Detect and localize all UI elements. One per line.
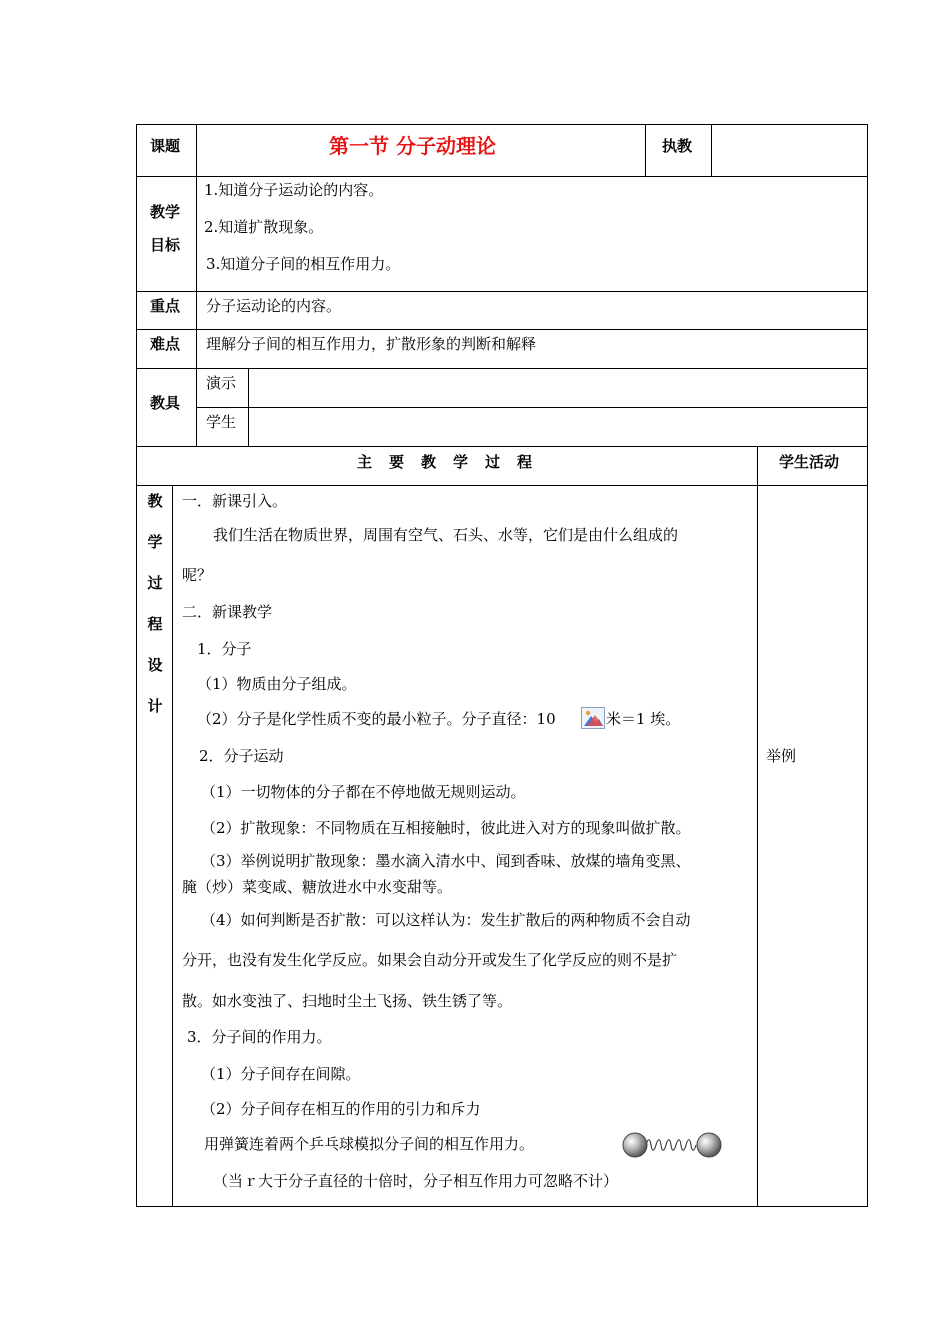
column-divider — [172, 485, 173, 1207]
tools-student-label: 学生 — [206, 413, 237, 431]
section-heading: 一．新课引入。 — [182, 492, 288, 510]
body-line: 我们生活在物质世界，周围有空气、石头、水等，它们是由什么组成的 — [213, 526, 679, 544]
body-line: 腌（炒）菜变咸、糖放进水中水变甜等。 — [182, 878, 453, 896]
column-divider — [248, 368, 249, 446]
side-char: 程 — [147, 615, 163, 633]
goal-item: 3.知道分子间的相互作用力。 — [206, 255, 401, 273]
spring-balls-icon — [620, 1130, 724, 1160]
body-line: （4）如何判断是否扩散：可以这样认为：发生扩散后的两种物质不会自动 — [201, 911, 691, 929]
subsection-heading: 3．分子间的作用力。 — [187, 1028, 332, 1046]
tools-label: 教具 — [150, 394, 181, 412]
process-header: 主要教学过程 — [357, 453, 550, 471]
row-divider — [196, 407, 868, 408]
body-line: （2）分子是化学性质不变的最小粒子。分子直径：10 — [197, 710, 556, 728]
column-divider — [645, 124, 646, 176]
subsection-heading: 1．分子 — [197, 640, 252, 658]
side-char: 设 — [147, 656, 163, 674]
body-line: 分开，也没有发生化学反应。如果会自动分开或发生了化学反应的则不是扩 — [182, 951, 678, 969]
column-divider — [711, 124, 712, 176]
side-char: 计 — [147, 697, 163, 715]
row-divider — [136, 485, 868, 486]
side-char: 学 — [147, 533, 163, 551]
row-divider — [136, 176, 868, 177]
body-note: （当ｒ大于分子直径的十倍时，分子相互作用力可忽略不计） — [213, 1172, 619, 1190]
body-line: （2）扩散现象：不同物质在互相接触时，彼此进入对方的现象叫做扩散。 — [201, 819, 691, 837]
activity-header: 学生活动 — [779, 453, 840, 471]
column-divider — [757, 446, 758, 1207]
body-line: （2）分子间存在相互的作用的引力和斥力 — [201, 1100, 481, 1118]
subsection-heading: 2．分子运动 — [199, 747, 284, 765]
page-title: 第一节 分子动理论 — [329, 134, 496, 158]
subject-label: 课题 — [150, 137, 181, 155]
key-point-text: 分子运动论的内容。 — [206, 297, 342, 315]
teacher-label: 执教 — [662, 137, 693, 155]
activity-note: 举例 — [766, 747, 797, 765]
body-line: 散。如水变浊了、扫地时尘土飞扬、铁生锈了等。 — [182, 992, 513, 1010]
row-divider — [136, 446, 868, 447]
goals-label-line1: 教学 — [150, 203, 181, 221]
goal-item: 2.知道扩散现象。 — [204, 218, 324, 236]
body-line: （1）分子间存在间隙。 — [201, 1065, 361, 1083]
broken-image-icon — [581, 707, 605, 729]
body-line: 呢？ — [182, 566, 213, 584]
body-line: （1）一切物体的分子都在不停地做无规则运动。 — [201, 783, 526, 801]
goals-label-line2: 目标 — [150, 236, 181, 254]
row-divider — [136, 368, 868, 369]
body-line: 米＝1 埃。 — [606, 710, 681, 728]
difficulty-label: 难点 — [150, 335, 181, 353]
side-char: 教 — [147, 492, 163, 510]
body-line: 用弹簧连着两个乒乓球模拟分子间的相互作用力。 — [204, 1135, 535, 1153]
tools-demo-label: 演示 — [206, 374, 237, 392]
section-heading: 二．新课教学 — [182, 603, 273, 621]
row-divider — [136, 329, 868, 330]
key-point-label: 重点 — [150, 297, 181, 315]
column-divider — [196, 124, 197, 446]
process-side-label — [145, 492, 165, 738]
row-divider — [136, 291, 868, 292]
difficulty-text: 理解分子间的相互作用力，扩散形象的判断和解释 — [206, 335, 537, 353]
side-char: 过 — [147, 574, 163, 592]
body-line: （1）物质由分子组成。 — [197, 675, 357, 693]
body-line: （3）举例说明扩散现象：墨水滴入清水中、闻到香味、放煤的墙角变黑、 — [201, 852, 691, 870]
goal-item: 1.知道分子运动论的内容。 — [204, 181, 384, 199]
